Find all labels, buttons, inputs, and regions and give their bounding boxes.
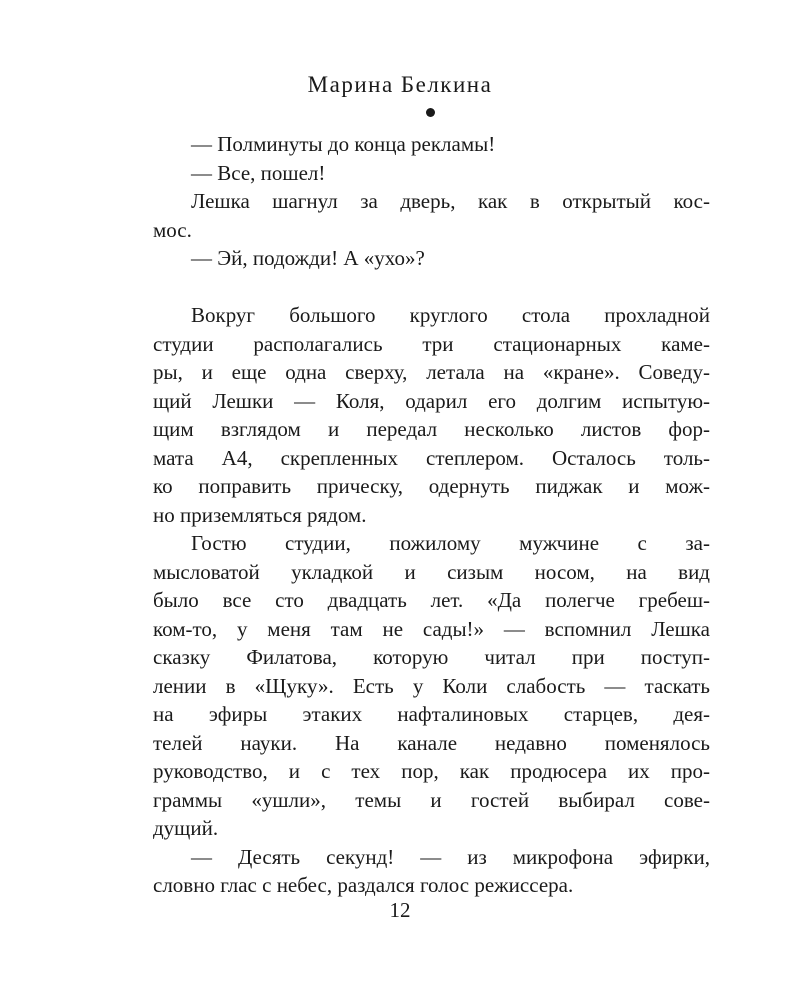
text-line: ком-то, у меня там не сады!» — вспомнил Лешка — [153, 616, 710, 641]
text-line: ры, и еще одна сверху, летала на «кране». Соведу- — [153, 360, 710, 384]
text-line: мос. — [153, 217, 192, 242]
text-line: руководство, и с тех пор, как продюсера их про- — [153, 759, 710, 783]
ornament-dot — [426, 108, 435, 117]
text-line: — Все, пошел! — [191, 160, 326, 185]
text-line: студии располагались три стационарных каме- — [153, 331, 710, 356]
text-line: сказку Филатова, которую читал при поступ- — [153, 645, 710, 669]
body-text — [153, 130, 710, 900]
text-line: было все сто двадцать лет. «Да полегче гребеш- — [153, 588, 710, 612]
text-line: граммы «ушли», темы и гостей выбирал сове- — [153, 787, 710, 812]
text-line: мысловатой укладкой и сизым носом, на вид — [153, 559, 710, 584]
section-break — [153, 273, 710, 302]
text-line: Лешка шагнул за дверь, как в открытый кос- — [191, 189, 710, 213]
text-line: — Эй, подожди! А «ухо»? — [191, 246, 425, 270]
text-line: лении в «Щуку». Есть у Коли слабость — таскать — [153, 673, 710, 698]
text-line: словно глас с небес, раздался голос режиссера. — [153, 873, 574, 897]
text-line: — Полминуты до конца рекламы! — [191, 132, 496, 156]
page-number: 12 — [389, 898, 411, 922]
text-line: на эфиры этаких нафталиновых старцев, дея- — [153, 702, 710, 726]
text-line: мата А4, скрепленных степлером. Осталось толь- — [153, 445, 710, 470]
text-line: Вокруг большого круглого стола прохладной — [191, 303, 710, 327]
text-line: телей науки. На канале недавно поменялось — [153, 730, 710, 755]
text-line: ко поправить прическу, одернуть пиджак и мож- — [153, 474, 710, 498]
text-line: — Десять секунд! — из микрофона эфирки, — [191, 844, 710, 869]
text-line: дущий. — [153, 816, 219, 840]
text-line: Гостю студии, пожилому мужчине с за- — [191, 531, 710, 555]
text-line: но приземляться рядом. — [153, 502, 367, 527]
running-head-author: Марина Белкина — [307, 72, 493, 97]
text-line: щим взглядом и передал несколько листов фор- — [153, 417, 710, 441]
text-line: щий Лешки — Коля, одарил его долгим испытую- — [153, 388, 710, 413]
